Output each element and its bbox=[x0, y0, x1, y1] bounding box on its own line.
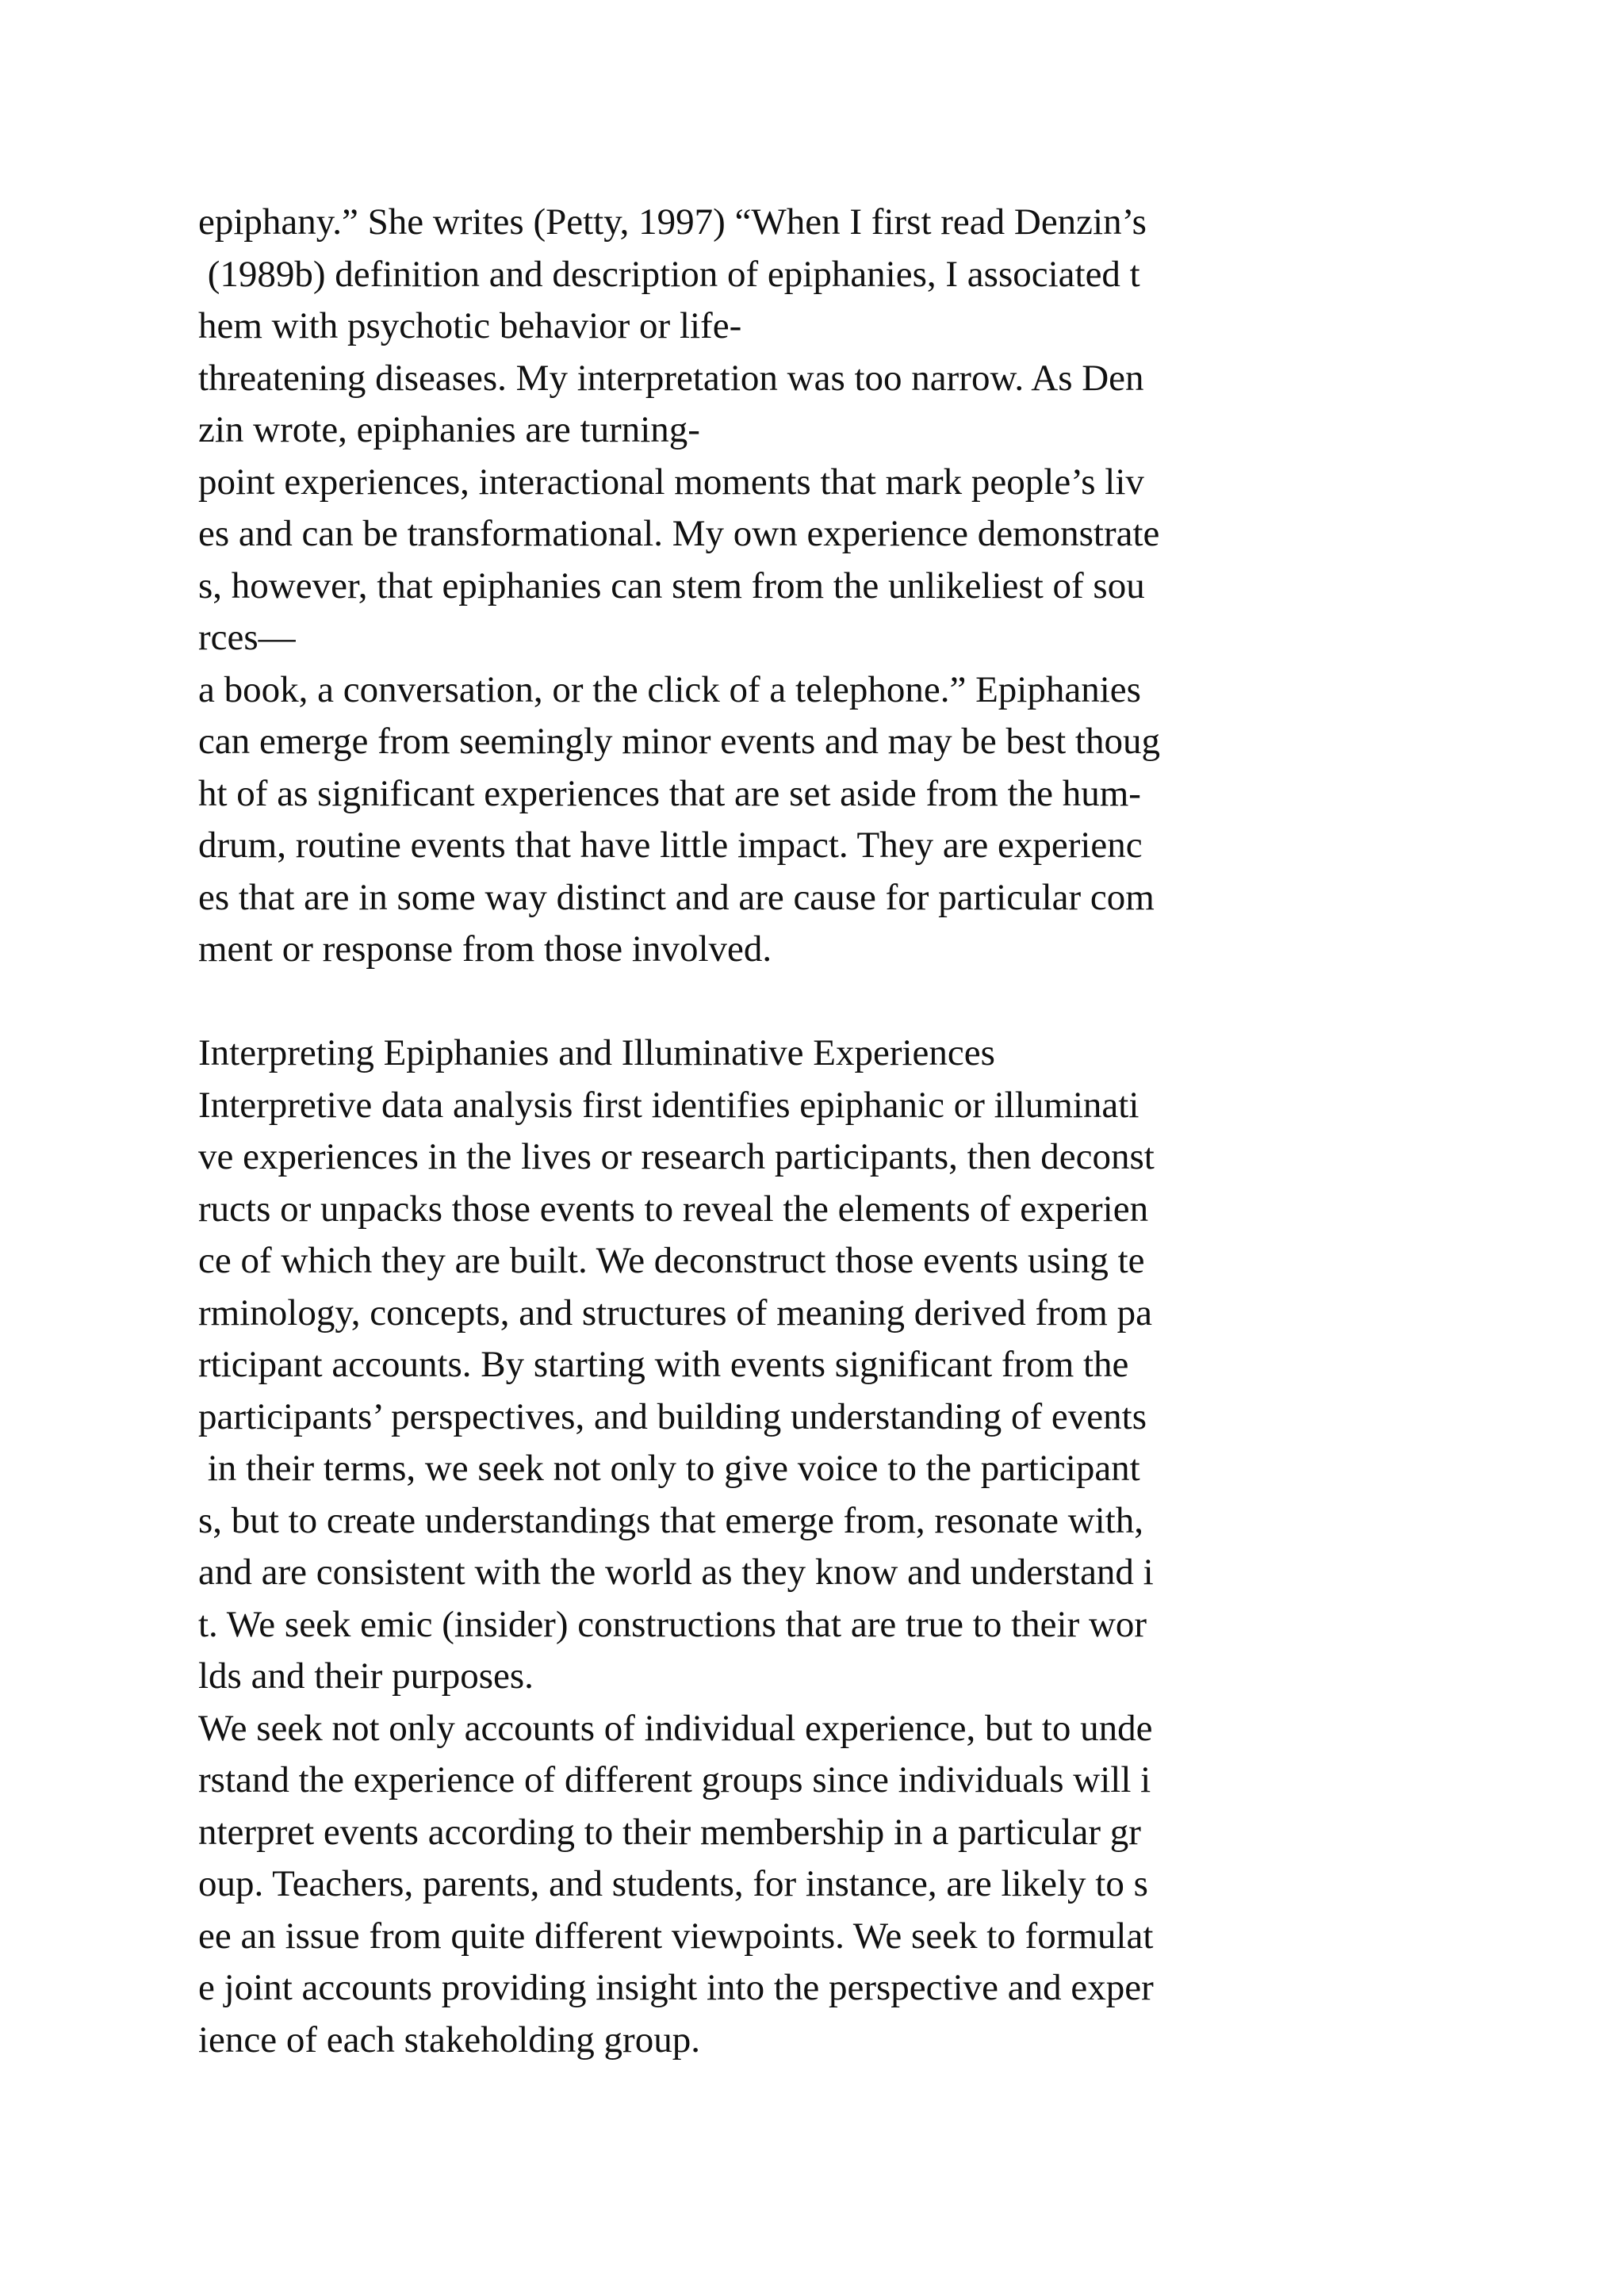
text-line: We seek not only accounts of individual experience, but to unde bbox=[198, 1707, 1153, 1749]
paragraph-gap bbox=[198, 976, 1515, 1028]
text-line: es that are in some way distinct and are cause for particular com bbox=[198, 876, 1155, 918]
text-line: rminology, concepts, and structures of meaning derived from pa bbox=[198, 1292, 1152, 1334]
text-line: nterpret events according to their membership in a particular gr bbox=[198, 1811, 1141, 1853]
text-line: ce of which they are built. We deconstruct those events using te bbox=[198, 1240, 1145, 1281]
text-line: e joint accounts providing insight into the perspective and exper bbox=[198, 1967, 1154, 2008]
text-line: ht of as significant experiences that are set aside from the hum- bbox=[198, 772, 1141, 814]
text-line: drum, routine events that have little impact. They are experienc bbox=[198, 825, 1143, 866]
text-line: (1989b) definition and description of epiphanies, I associated t bbox=[198, 253, 1140, 295]
text-line: threatening diseases. My interpretation was too narrow. As Den bbox=[198, 357, 1144, 399]
text-line: ructs or unpacks those events to reveal the elements of experien bbox=[198, 1188, 1149, 1230]
text-line: t. We seek emic (insider) constructions that are true to their wor bbox=[198, 1603, 1147, 1645]
text-line: a book, a conversation, or the click of a telephone.” Epiphanies bbox=[198, 668, 1141, 710]
text-line: lds and their purposes. bbox=[198, 1655, 534, 1697]
text-line: rticipant accounts. By starting with events significant from the bbox=[198, 1344, 1129, 1385]
text-line: ience of each stakeholding group. bbox=[198, 2019, 700, 2061]
text-line: in their terms, we seek not only to give voice to the participant bbox=[198, 1448, 1140, 1489]
text-line: ee an issue from quite different viewpoints. We seek to formulat bbox=[198, 1915, 1154, 1957]
text-line: rstand the experience of different groups since individuals will i bbox=[198, 1759, 1151, 1800]
document-body bbox=[198, 197, 1515, 2066]
paragraph-2 bbox=[198, 1080, 1515, 1703]
text-line: ment or response from those involved. bbox=[198, 928, 772, 970]
text-line: Interpretive data analysis first identifies epiphanic or illuminati bbox=[198, 1084, 1139, 1126]
text-line: s, but to create understandings that emerge from, resonate with, bbox=[198, 1499, 1144, 1541]
text-line: oup. Teachers, parents, and students, for instance, are likely to s bbox=[198, 1863, 1148, 1904]
paragraph-1 bbox=[198, 197, 1515, 976]
text-line: zin wrote, epiphanies are turning- bbox=[198, 409, 700, 450]
text-line: s, however, that epiphanies can stem from the unlikeliest of sou bbox=[198, 564, 1145, 607]
text-line: can emerge from seemingly minor events and may be best thoug bbox=[198, 721, 1160, 762]
text-line: es and can be transformational. My own experience demonstrate bbox=[198, 513, 1160, 554]
text-line: rces— bbox=[198, 617, 296, 658]
text-line: ve experiences in the lives or research participants, then deconst bbox=[198, 1136, 1155, 1177]
text-line: hem with psychotic behavior or life- bbox=[198, 305, 742, 346]
paragraph-3 bbox=[198, 1703, 1515, 2067]
text-line: participants’ perspectives, and building understanding of events bbox=[198, 1395, 1147, 1437]
section-heading: Interpreting Epiphanies and Illuminative Experiences bbox=[198, 1032, 995, 1073]
text-line: epiphany.” She writes (Petty, 1997) “When I first read Denzin’s bbox=[198, 201, 1147, 243]
text-line: and are consistent with the world as they know and understand i bbox=[198, 1552, 1154, 1593]
text-line: point experiences, interactional moments that mark people’s liv bbox=[198, 461, 1144, 503]
